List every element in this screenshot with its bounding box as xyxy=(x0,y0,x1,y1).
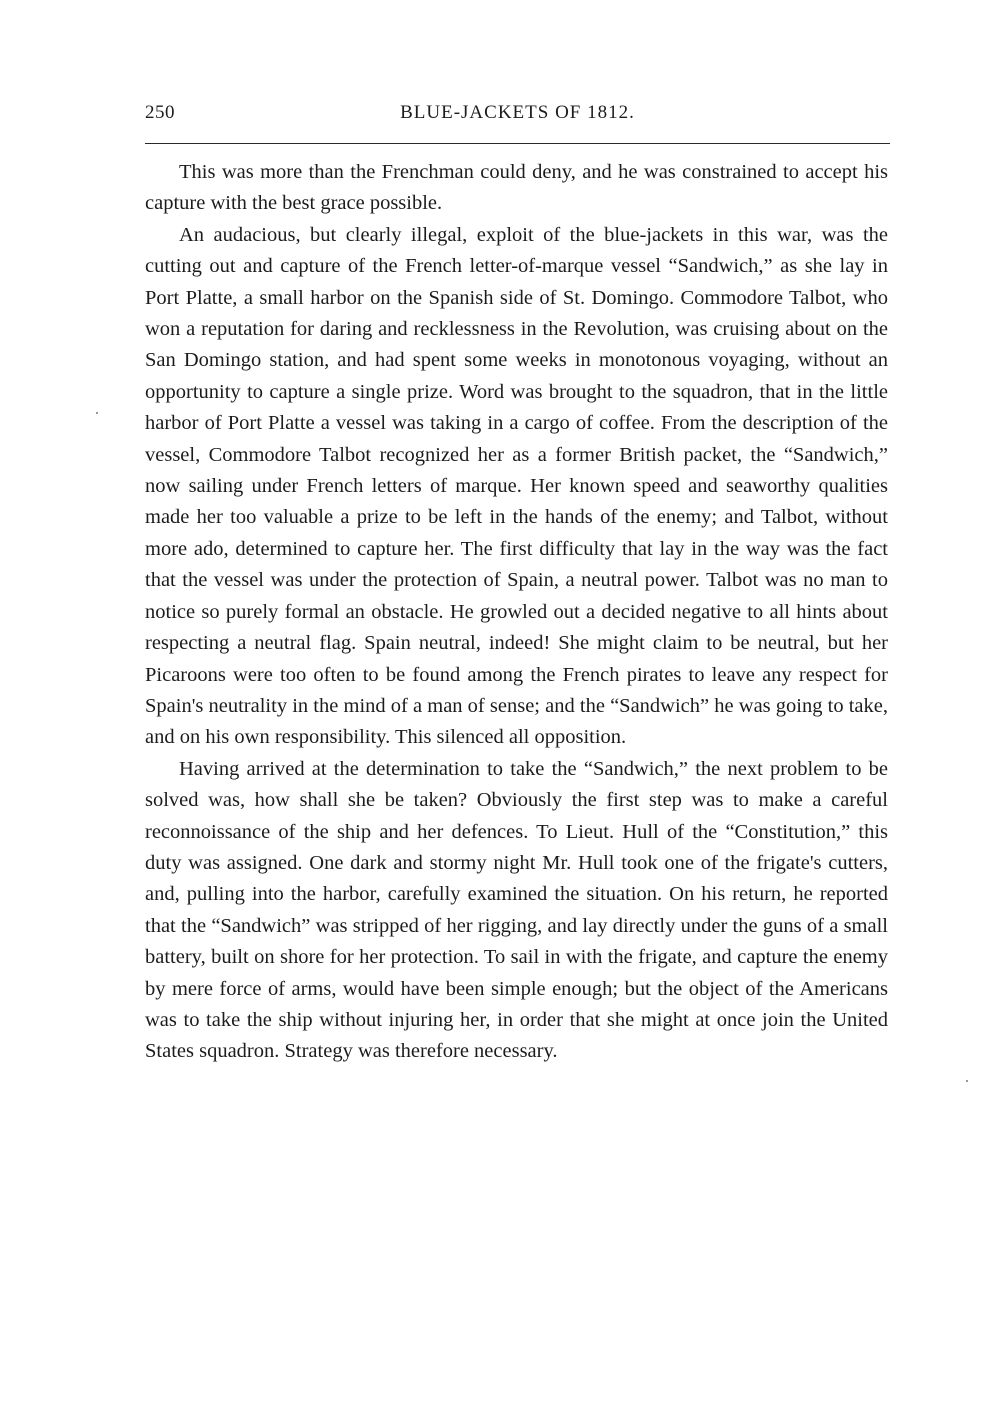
paragraph-1: This was more than the Frenchman could deny, and he was constrained to accept his capture with the best grace possible. xyxy=(145,161,888,215)
scan-speck xyxy=(96,412,98,414)
paragraph-2: An audacious, but clearly illegal, exploit of the blue-jackets in this war, was the cutting out and capture of the French letter-of-marque vessel “Sandwich,” as she lay in Port Platte, a small harbor on the Spanish side of St. Domingo. Commodore Talbot, who won a reputation for daring and recklessness in the Revolution, was cruising about on the San Domingo station, and had spent some weeks in monotonous voyaging, without an opportunity to capture a single prize. Word was brought to the squadron, that in the little harbor of Port Platte a vessel was taking in a cargo of coffee. From the description of the vessel, Commodore Talbot recognized her as a former British packet, the “Sandwich,” now sailing under French letters of marque. Her known speed and seaworthy qualities made her too valuable a prize to be left in the hands of the enemy; and Talbot, without more ado, determined to capture her. The first difficulty that lay in the way was the fact that the vessel was under the protection of Spain, a neutral power. Talbot was no man to notice so purely formal an obstacle. He growled out a decided negative to all hints about respecting a neutral flag. Spain neutral, indeed! She might claim to be neutral, but her Picaroons were too often to be found among the French pirates to leave any respect for Spain's neutrality in the mind of a man of sense; and the “Sandwich” he was going to take, and on his own responsibility. This silenced all opposition. xyxy=(145,223,888,749)
header-rule xyxy=(145,143,890,144)
running-title: BLUE-JACKETS OF 1812. xyxy=(400,102,635,123)
page-number: 250 xyxy=(145,102,175,123)
scan-speck xyxy=(966,1080,968,1082)
page-header xyxy=(145,100,890,132)
body-text xyxy=(145,157,888,1068)
paragraph-3: Having arrived at the determination to take the “Sandwich,” the next problem to be solved was, how shall she be taken? Obviously the first step was to make a careful reconnoissance of the ship and her defences. To Lieut. Hull of the “Constitution,” this duty was assigned. One dark and stormy night Mr. Hull took one of the frigate's cutters, and, pulling into the harbor, carefully examined the situation. On his return, he reported that the “Sandwich” was stripped of her rigging, and lay directly under the guns of a small battery, built on shore for her protection. To sail in with the frigate, and capture the enemy by mere force of arms, would have been simple enough; but the object of the Americans was to take the ship without injuring her, in order that she might at once join the United States squadron. Strategy was therefore necessary. xyxy=(145,757,888,1063)
